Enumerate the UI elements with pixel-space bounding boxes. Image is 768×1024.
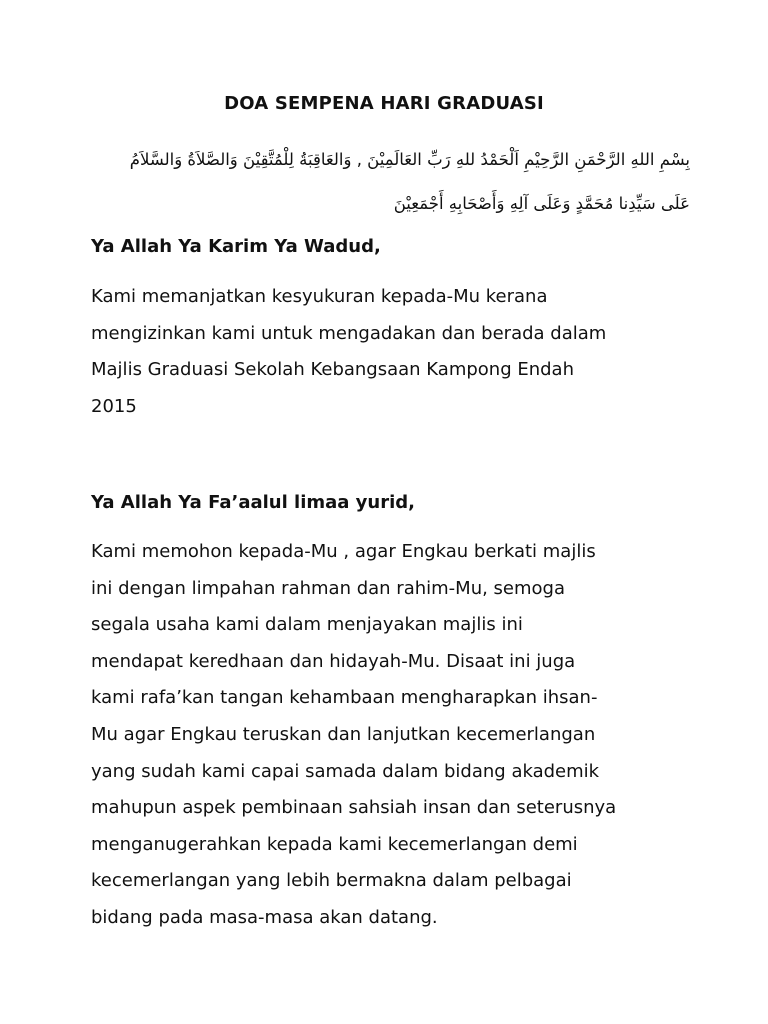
paragraph-line: mengizinkan kami untuk mengadakan dan berada dalam [91,322,607,344]
paragraph-line: mendapat keredhaan dan hidayah-Mu. Disaat ini juga [91,650,576,672]
arabic-line: بِسْمِ اللهِ الرَّحْمَنِ الرَّحِيْمِ اَلْحَمْدُ للهِ رَبِّ العَالَمِيْنَ , وَالعَاقِبَةُ لِلْمُتَّقِيْنَ وَالصَّلاَةُ وَالسَّلاَمُ [129,150,690,169]
paragraph-line: Kami memanjatkan kesyukuran kepada-Mu kerana [91,286,548,307]
section1-heading: Ya Allah Ya Karim Ya Wadud, [91,236,381,257]
paragraph-line: segala usaha kami dalam menjayakan majlis ini [91,614,523,636]
paragraph-line: Majlis Graduasi Sekolah Kebangsaan Kampong Endah [91,359,574,381]
section2-paragraph [91,534,691,937]
paragraph-line: 2015 [91,395,137,417]
paragraph-line: yang sudah kami capai samada dalam bidang akademik [91,760,600,782]
section2-heading: Ya Allah Ya Fa’aalul limaa yurid, [91,492,415,513]
paragraph-line: menganugerahkan kepada kami kecemerlangan demi [91,833,578,855]
paragraph-line: mahupun aspek pembinaan sahsiah insan dan seterusnya [91,797,617,819]
arabic-line: عَلَى سَيِّدِنا مُحَمَّدٍ وَعَلَى آلِهِ وَأَصْحَابِهِ أَجْمَعِيْنَ [393,194,690,213]
section1-paragraph [91,279,691,425]
paragraph-line: kami rafa’kan tangan kehambaan mengharapkan ihsan- [91,687,598,709]
arabic-opening-prayer [90,138,690,226]
paragraph-line: ini dengan limpahan rahman dan rahim-Mu, semoga [91,577,566,599]
paragraph-line: Kami memohon kepada-Mu , agar Engkau berkati majlis [91,541,596,562]
paragraph-line: kecemerlangan yang lebih bermakna dalam pelbagai [91,870,572,892]
paragraph-line: bidang pada masa-masa akan datang. [91,906,438,928]
document-title: DOA SEMPENA HARI GRADUASI [224,93,544,114]
paragraph-line: Mu agar Engkau teruskan dan lanjutkan kecemerlangan [91,723,596,745]
